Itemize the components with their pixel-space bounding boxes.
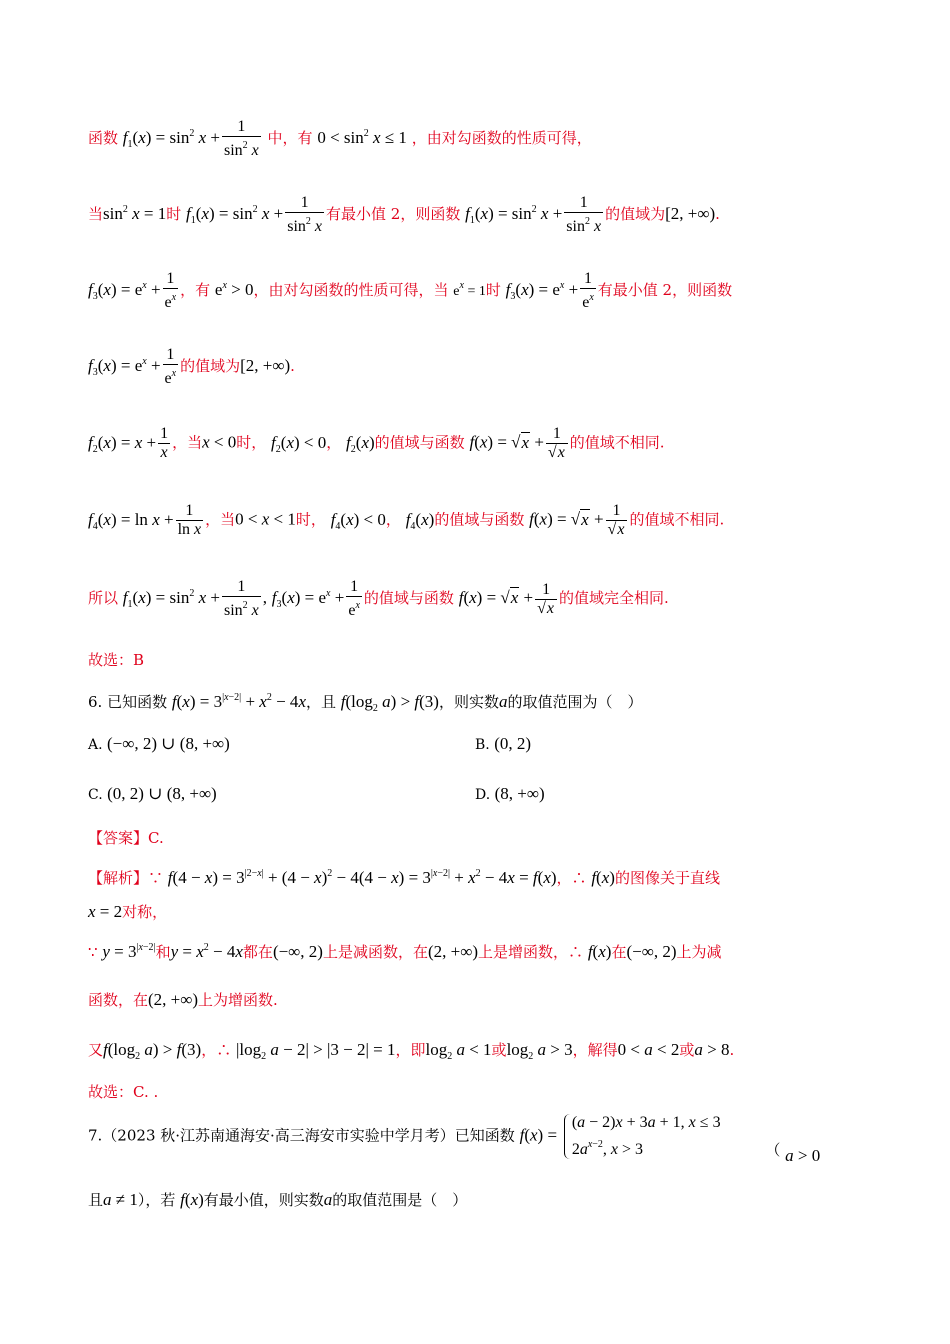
text: 的取值范围是（ ） (332, 1191, 468, 1209)
option-value: (−∞, 2) ∪ (8, +∞) (107, 734, 230, 753)
text: ， (326, 433, 342, 452)
text: 的值域为 (605, 205, 666, 223)
text: 的值域与函数 (434, 510, 525, 529)
text: 故选：B (88, 651, 145, 669)
formula-f1: $f_1(x) = \sin^2 x$ + (186, 204, 284, 226)
text: 时， (236, 433, 267, 452)
fraction: $\frac{1}{\text{ln x}}$ (177, 502, 202, 538)
question-7-line-2: 且a ≠ 1），若 f(x)有最小值，则实数a的取值范围是（ ） (88, 1190, 468, 1209)
text: 所以 (88, 589, 119, 607)
text: 函数 (88, 129, 119, 147)
formula-f2: $f_2(x) = x$ + (88, 432, 157, 455)
explanation-line-6 (88, 1082, 880, 1102)
formula-f: f(x) = √x + (458, 588, 534, 607)
text: 对称， (122, 903, 168, 921)
formula: $\log_2 a < 1$ (425, 1040, 492, 1062)
text: 上为减 (676, 943, 722, 961)
formula-f: f(x) = (519, 1125, 558, 1145)
formula: 0 < a < 2 (617, 1040, 680, 1059)
option-label: A. (88, 737, 103, 753)
formula: a ≠ 1 (103, 1190, 138, 1209)
formula-f: f(x) = √x + (529, 509, 604, 529)
fraction: $\frac{1}{e^x}$ (164, 270, 177, 311)
piecewise-function: (a − 2)x + 3a + 1, x ≤ 3 $2a^{x-2}$, x > 3 (562, 1112, 721, 1161)
text: 的值域不相同. (629, 510, 725, 529)
formula-range: $0 < \sin^2 x \le 1$ (317, 128, 407, 147)
text: 的值域与函数 (374, 433, 465, 452)
text: 中，有 (267, 129, 313, 147)
option-c[interactable] (88, 784, 217, 805)
fraction: $\frac{1}{\sin^2 x}$ (223, 578, 259, 619)
text: 的取值范围为（ ） (507, 693, 643, 711)
text: 的值域完全相同. (559, 589, 669, 607)
text: 在 (611, 943, 627, 961)
text: 故选：C. . (88, 1083, 159, 1101)
text: 的值域不相同. (569, 433, 665, 452)
explanation-line-4 (88, 990, 880, 1010)
text: 6. 已知函数 (88, 693, 168, 711)
text: 和 (155, 943, 171, 961)
explanation-line-2 (88, 902, 880, 922)
text: 有最小值，则实数 (203, 1191, 324, 1209)
solution-line-8 (88, 650, 880, 670)
fraction: $\frac{1}{√x}$ (535, 581, 557, 618)
solution-line-1 (88, 118, 880, 160)
text: 当 (88, 205, 104, 223)
text: 上是增函数， (478, 943, 569, 961)
formula-f3: $f_3(x) = e^x$ + (88, 356, 161, 378)
formula: 0 < x < 1 (235, 509, 296, 529)
formula: $f_2(x)$ (346, 432, 375, 455)
formula-f3: $f_3(x) = e^x$ + (88, 280, 161, 302)
text: ），若 (137, 1191, 176, 1209)
text: ，当 (205, 510, 236, 529)
fraction: $\frac{1}{\sin^2 x}$ (287, 194, 323, 235)
formula: f(x) (180, 1190, 204, 1209)
fraction: $\frac{1}{\sin^2 x}$ (223, 118, 259, 159)
formula: a > 8 (694, 1040, 730, 1059)
formula: $\log_2 a > 3$ (506, 1040, 573, 1062)
formula: f(x) (587, 942, 612, 961)
fraction: $\frac{1}{e^x}$ (348, 578, 360, 619)
text: 函数，在 (88, 991, 149, 1009)
question-7: 7.（2023 秋·江苏南通海安·高三海安市实验中学月考）已知函数 f(x) = (a − 2)x + 3a + 1, x ≤ 3 $2a^{x-2}$, x > 3 （ a > 0 (88, 1114, 821, 1165)
option-label: D. (475, 787, 491, 803)
solution-line-5 (88, 425, 880, 462)
answer-line (88, 828, 880, 848)
fraction: $\frac{1}{e^x}$ (582, 270, 594, 311)
text: ，则实数 (438, 693, 499, 711)
option-d[interactable] (475, 784, 545, 805)
fraction: $\frac{1}{e^x}$ (164, 346, 177, 387)
formula: $y = x^2 - 4x$ (170, 942, 243, 961)
text: ， (201, 1041, 217, 1059)
text: 都在 (242, 943, 273, 961)
question-6: 6. 已知函数 $f(x) = 3^{|x-2|} + x^2 - 4x$，且 $f(\log_2$ a) > f(3)，则实数a的取值范围为（ ） (88, 692, 643, 714)
formula-f3: $f_3(x) = e^x$ + (505, 280, 579, 302)
formula-f1: $f_1(x) = \sin^2 x$ + (465, 204, 563, 226)
formula: f(x) (591, 868, 615, 887)
text: 7.（2023 秋·江苏南通海安·高三海安市实验中学月考）已知函数 (88, 1126, 515, 1145)
formula: $f(\log_2$ a) > f(3) (103, 1040, 202, 1062)
formula: $f_4(x)$ (405, 509, 435, 532)
formula: x = 2 (88, 902, 123, 921)
interval: (−∞, 2) (272, 942, 323, 961)
option-label: B. (475, 737, 490, 753)
interval: [2, +∞) (240, 356, 291, 375)
option-label: C. (88, 787, 103, 803)
formula: $f_2(x) < 0$ (271, 432, 327, 455)
text: ，且 (305, 693, 336, 711)
formula: x < 0 (202, 432, 237, 452)
solution-line-7: 所以 $f_1(x) = \sin^2 x$ + $\frac{1}{\sin^2 x}$ , $f_3(x) = e^x$ + $\frac{1}{e^x}$ 的值域与函数 f(x) = √x + $\frac{1}{√x}$ 的值域完全相同. (88, 578, 669, 619)
formula-f3: $f_3(x) = e^x$ + (271, 588, 345, 610)
formula: $y = 3^{|x-2|}$ (102, 942, 156, 961)
fraction: $\frac{1}{√x}$ (546, 425, 568, 462)
explanation-label: 【解析】 (88, 869, 149, 887)
text: 上为增函数. (198, 991, 278, 1009)
text: ，由对勾函数的性质可得， (411, 129, 592, 147)
text: ， (385, 510, 401, 529)
text: ，当 (172, 433, 203, 452)
formula: $f(\log_2$ a) > f(3) (340, 692, 439, 714)
fraction: $\frac{1}{√x}$ (606, 502, 628, 539)
formula: $|\log_2$ a − 2| > |3 − 2| = 1 (236, 1040, 396, 1062)
text: 的值域与函数 (363, 589, 454, 607)
formula: $\sin^2 x = 1$ (103, 204, 167, 223)
fraction: $\frac{1}{x}$ (160, 425, 169, 461)
option-a[interactable] (88, 734, 230, 755)
option-value: (0, 2) ∪ (8, +∞) (107, 784, 217, 803)
text: ，有 (180, 281, 211, 299)
text: 有最小值 2，则函数 (326, 205, 461, 223)
text: 或 (491, 1041, 507, 1059)
text: ，由对勾函数的性质可得，当 (253, 281, 449, 299)
formula: $e^x > 0$ (214, 280, 254, 299)
formula: $f(4 - x) = 3^{|2-x|} + (4 - x)^2 - 4(4 - x) = 3^{|x-2|} + x^2 - 4x = f(x)$ (167, 868, 557, 887)
option-value: (0, 2) (494, 734, 532, 753)
text: 时 (166, 205, 182, 223)
text: 又 (88, 1041, 104, 1059)
solution-line-4: $f_3(x) = e^x$ + $\frac{1}{e^x}$ 的值域为[2, +∞). (88, 346, 295, 387)
interval: (2, +∞) (148, 990, 199, 1009)
text: ，即 (395, 1041, 426, 1059)
formula-f: f(x) = √x + (469, 432, 544, 452)
interval: (2, +∞) (427, 942, 479, 961)
fraction: $\frac{1}{\sin^2 x}$ (566, 194, 602, 235)
option-b[interactable] (475, 734, 531, 755)
explanation-line-5: 又$f(\log_2$ a) > f(3)，∴ $|\log_2$ a − 2| > |3 − 2| = 1，即$\log_2 a < 1$或$\log_2 a > 3$，解得0 < a < 2或a > 8. (88, 1040, 735, 1062)
text: 时 (485, 281, 501, 299)
text: 时， (295, 510, 326, 529)
text: 且 (88, 1191, 104, 1209)
solution-line-2: 当$\sin^2 x = 1$时 $f_1(x) = \sin^2 x$ + $\frac{1}{\sin^2 x}$ 有最小值 2，则函数 $f_1(x) = \sin^2 x$ + $\frac{1}{\sin^2 x}$ 的值域为[2, +∞). (88, 194, 720, 235)
solution-line-6 (88, 502, 880, 539)
formula-f1: $f_1(x) = \sin^2 x$ + (122, 588, 220, 610)
text: 的值域为 (180, 357, 241, 375)
formula: $e^x = 1$ (453, 280, 486, 299)
interval: (−∞, 2) (626, 942, 677, 961)
text: 上是减函数，在 (322, 943, 428, 961)
text: 有最小值 2，则函数 (597, 281, 733, 299)
formula-f4: $f_4(x) = \ln x$ + (88, 509, 174, 532)
option-value: (8, +∞) (494, 784, 545, 803)
text: 或 (679, 1041, 695, 1059)
formula-f: $f(x) = 3^{|x-2|} + x^2 - 4x$ (171, 692, 306, 711)
text: ，解得 (572, 1041, 618, 1059)
explanation-line-1: 【解析】∵ $f(4 - x) = 3^{|2-x|} + (4 - x)^2 - 4(4 - x) = 3^{|x-2|} + x^2 - 4x = f(x)$，∴ f(x)的图像关于直线 (88, 868, 720, 887)
interval: [2, +∞) (665, 204, 716, 223)
explanation-line-3: ∵ $y = 3^{|x-2|}$和$y = x^2 - 4x$都在(−∞, 2)上是减函数，在(2, +∞)上是增函数，∴ f(x)在(−∞, 2)上为减 (88, 942, 722, 961)
text: 的图像关于直线 (614, 869, 720, 887)
answer: 【答案】C. (88, 829, 164, 847)
formula-f1: $f_1(x) = \sin^2 x$ + (122, 128, 220, 150)
solution-line-3 (88, 270, 880, 312)
formula: $f_4(x) < 0$ (330, 509, 386, 532)
formula: a > 0 (785, 1145, 821, 1165)
